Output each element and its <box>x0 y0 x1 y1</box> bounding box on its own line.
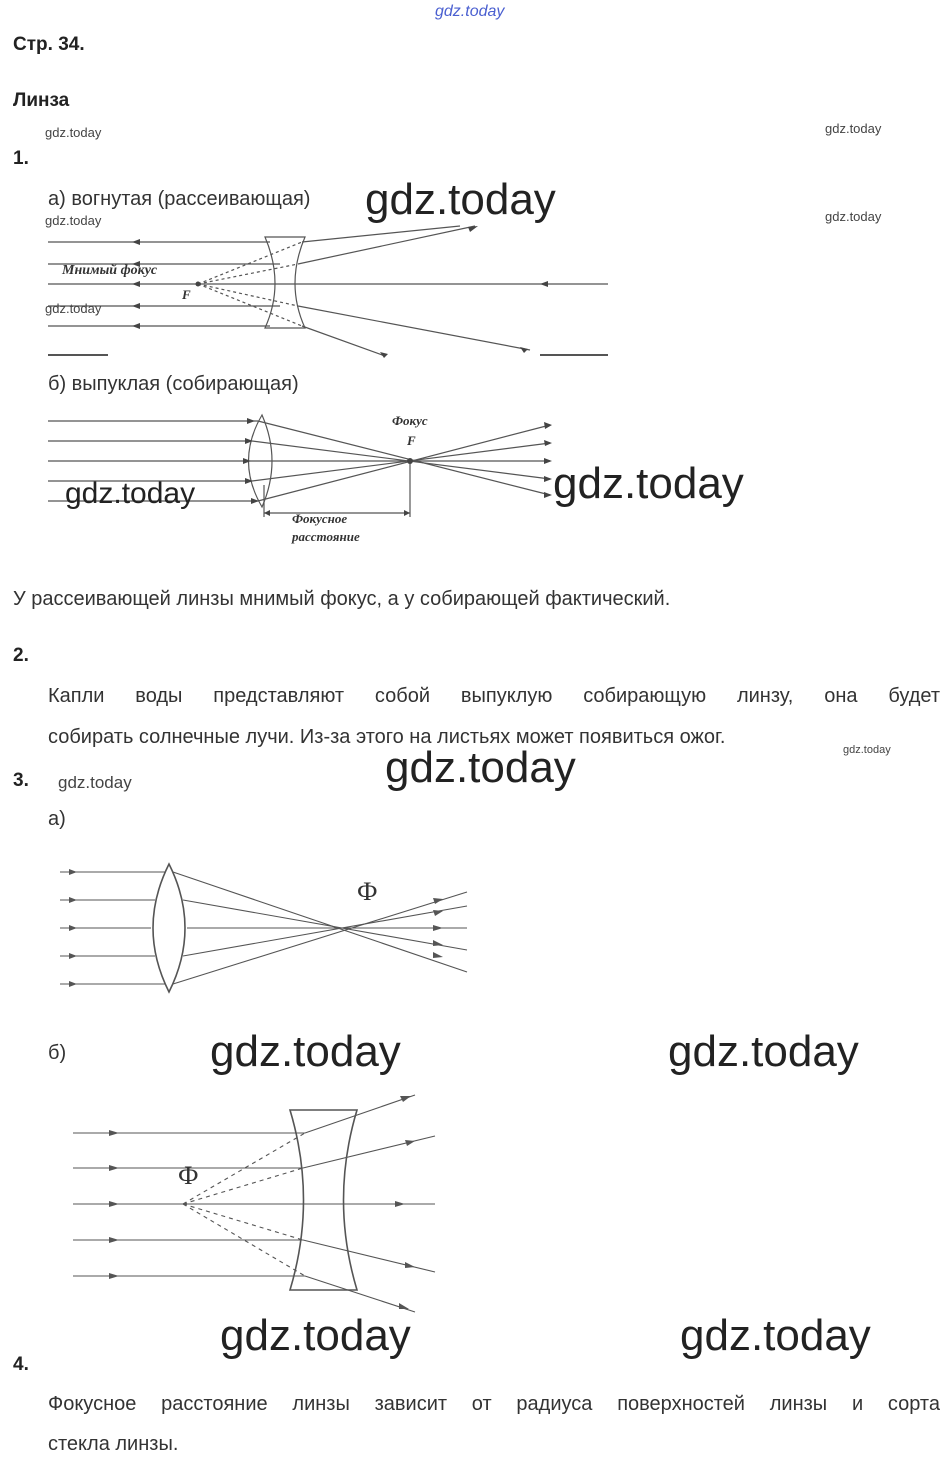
watermark-small: gdz.today <box>45 125 102 140</box>
focus-letter-a: F <box>182 287 191 302</box>
watermark-big: gdz.today <box>210 1027 401 1076</box>
watermark-big: gdz.today <box>680 1311 871 1360</box>
watermark-small: gdz.today <box>45 213 102 228</box>
virtual-focus-label: Мнимый фокус <box>62 263 158 278</box>
converging-lens-diagram <box>55 858 475 998</box>
task-2-number: 2. <box>13 645 29 666</box>
concave-lens-diagram <box>40 222 620 364</box>
focus-symbol-a: Ф <box>357 877 378 906</box>
watermark-big: gdz.today <box>553 459 744 508</box>
task-1b-label: б) выпуклая (собирающая) <box>48 373 299 395</box>
section-title: Линза <box>13 90 70 111</box>
task-3b-label: б) <box>48 1042 67 1064</box>
task-1-conclusion: У рассеивающей линзы мнимый фокус, а у собирающей фактический. <box>13 588 671 610</box>
task-2-line-2: собирать солнечные лучи. Из-за этого на листьях может появиться ожог. <box>48 726 726 748</box>
focus-word-label: Фокус <box>392 413 428 428</box>
task-1-number: 1. <box>13 148 29 169</box>
watermark-small: gdz.today <box>843 744 891 756</box>
task-4-line-1: Фокусное расстояние линзы зависит от радиуса поверхностей линзы и сорта <box>48 1393 940 1415</box>
watermark-big: gdz.today <box>220 1311 411 1360</box>
focal-distance-label-1: Фокусное <box>292 511 348 526</box>
watermark-small: gdz.today <box>825 209 882 224</box>
watermark-top: gdz.today <box>435 3 505 20</box>
focal-distance-label-2: расстояние <box>292 529 360 544</box>
task-2-line-1: Капли воды представляют собой выпуклую собирающую линзу, она будет <box>48 685 940 707</box>
watermark-big: gdz.today <box>385 743 576 792</box>
watermark-small: gdz.today <box>45 301 102 316</box>
page-reference: Стр. 34. <box>13 34 85 55</box>
watermark-small: gdz.today <box>58 773 132 792</box>
watermark-small: gdz.today <box>825 121 882 136</box>
task-3a-label: а) <box>48 808 66 830</box>
task-3-number: 3. <box>13 770 29 791</box>
watermark-big: gdz.today <box>65 477 196 510</box>
watermark-big: gdz.today <box>365 175 556 224</box>
focus-letter-b: F <box>407 433 416 448</box>
focus-symbol-b: Ф <box>178 1161 199 1190</box>
task-4-number: 4. <box>13 1354 29 1375</box>
task-4-line-2: стекла линзы. <box>48 1433 179 1455</box>
task-1a-label: а) вогнутая (рассеивающая) <box>48 188 311 210</box>
diverging-lens-diagram <box>65 1090 445 1315</box>
watermark-big: gdz.today <box>668 1027 859 1076</box>
